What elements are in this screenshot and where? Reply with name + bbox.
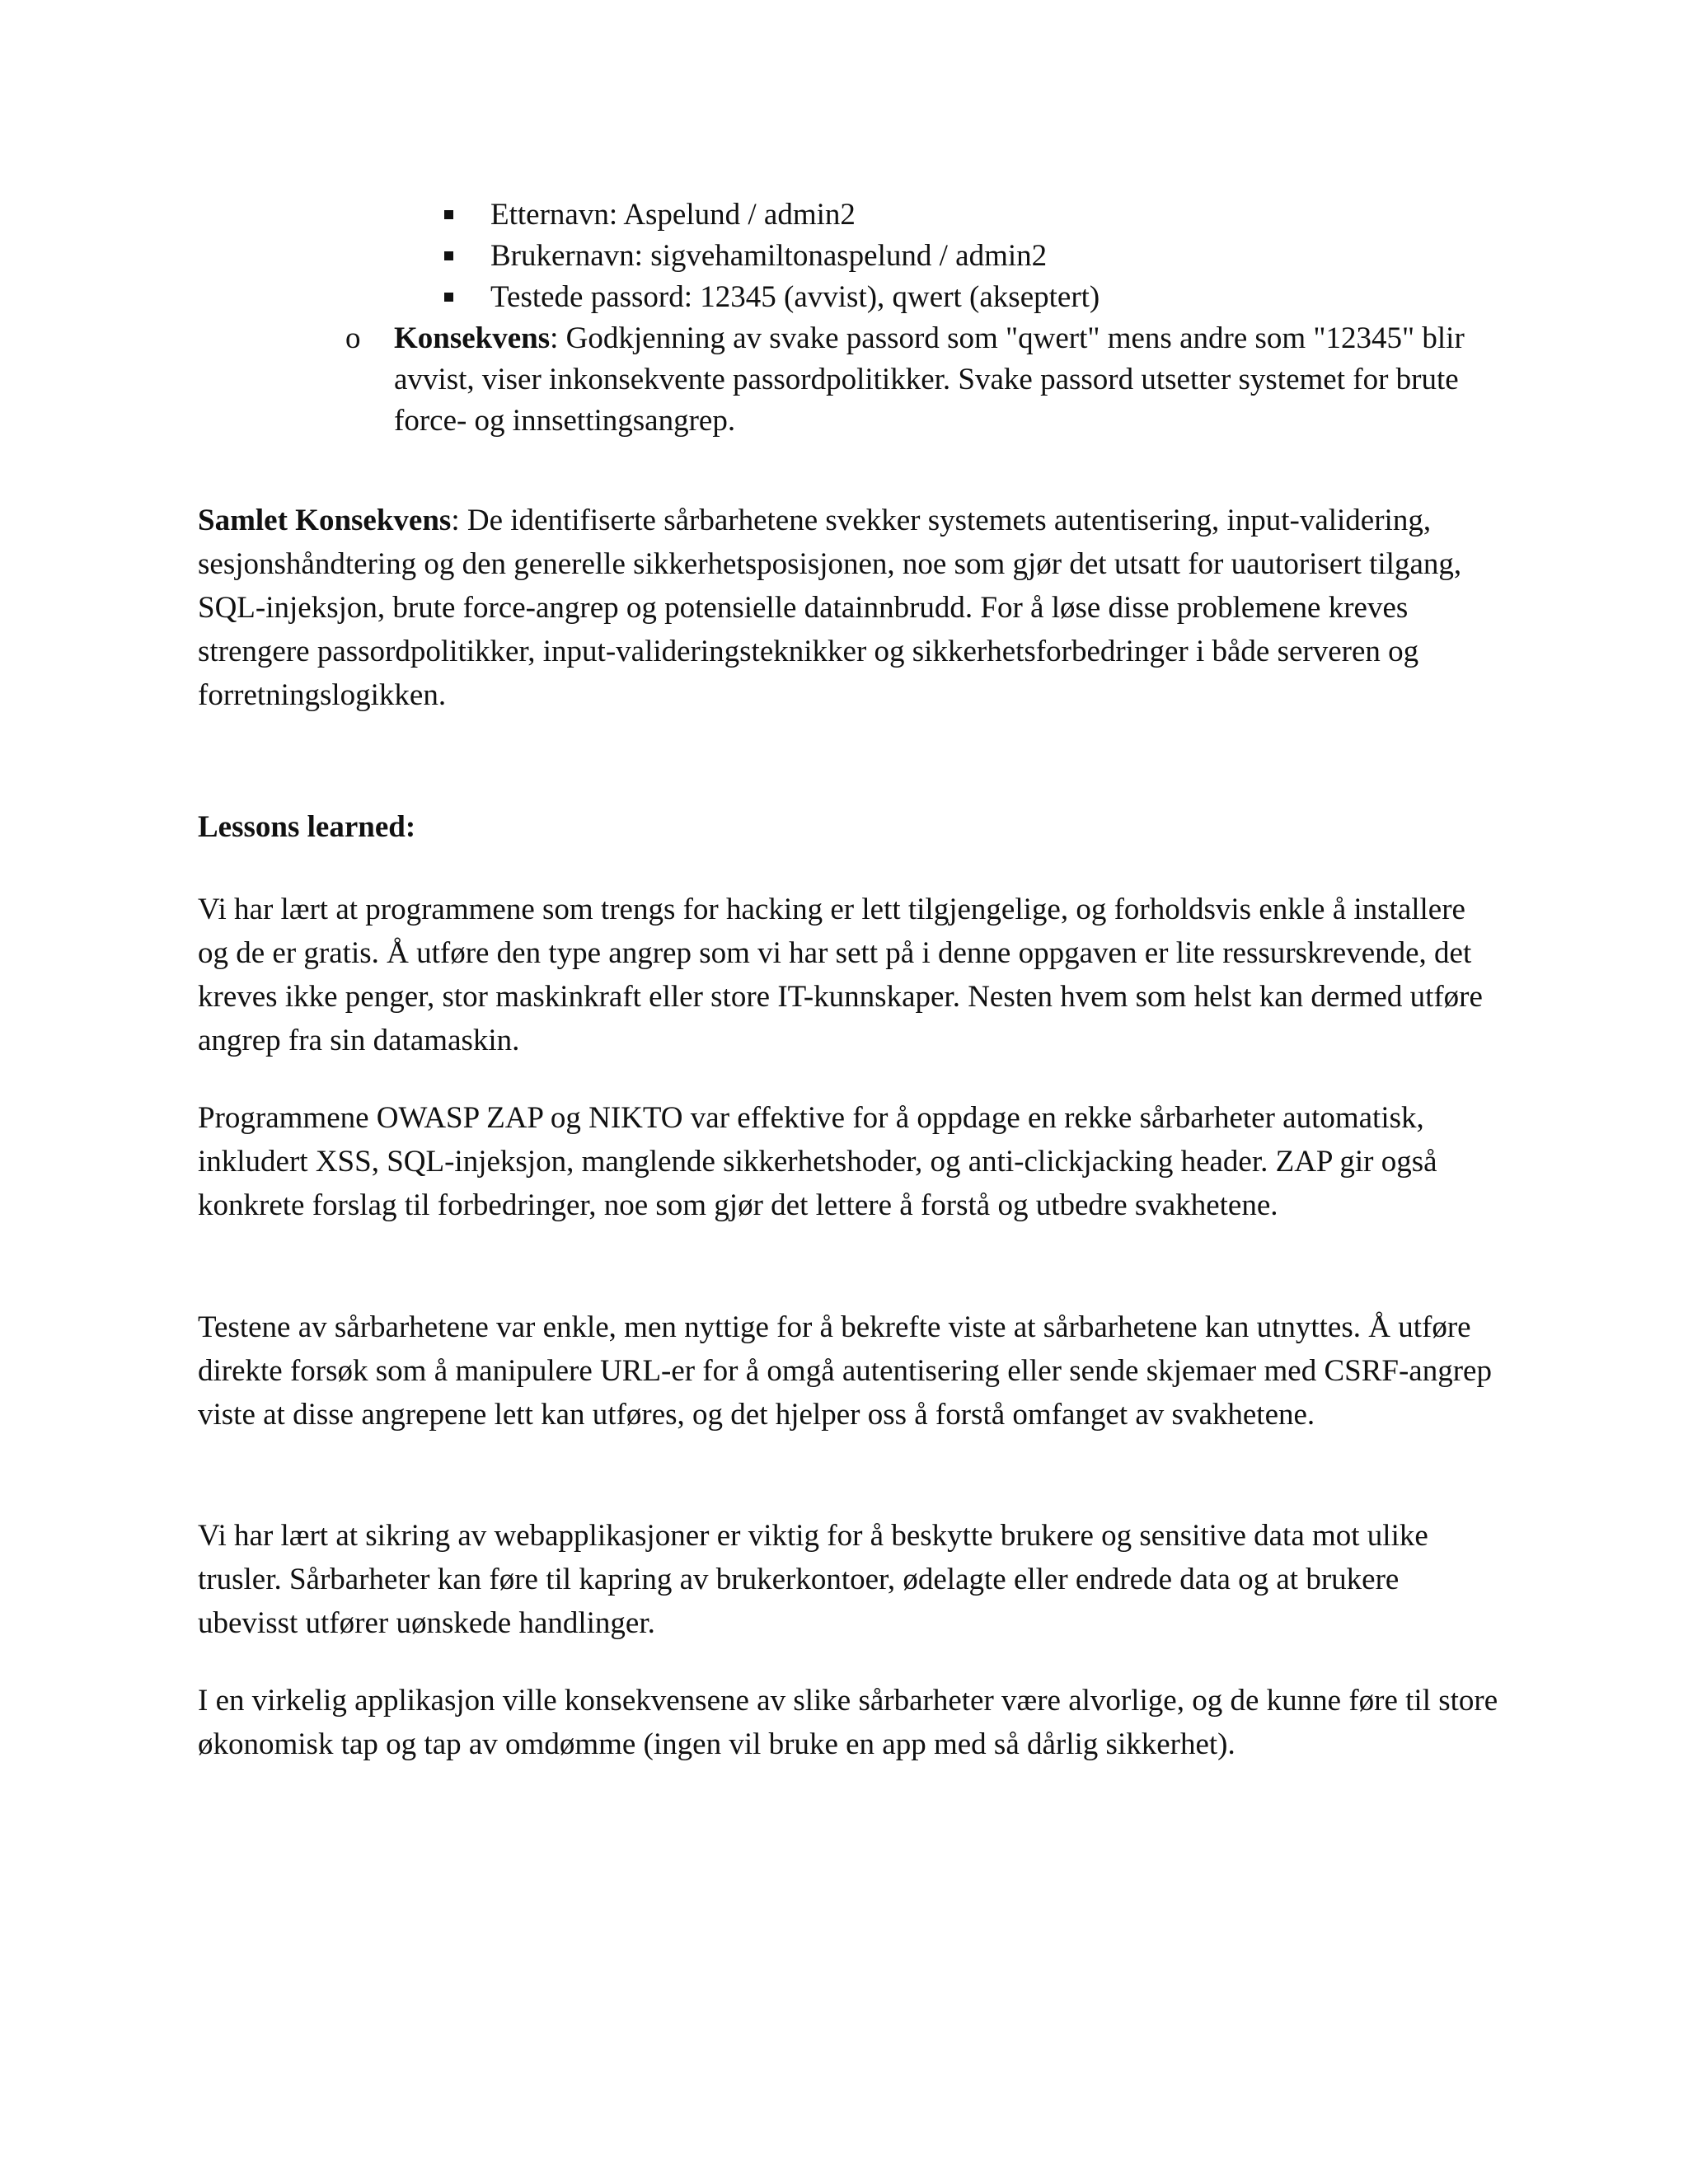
lessons-paragraph-1: Vi har lært at programmene som trengs for hacking er lett tilgjengelige, og forholdsvis enkle å installere og de er gratis. Å utføre den type angrep som vi har sett på i denne oppgaven er lite ressurskrevende, det kreves ikke penger, stor maskinkraft eller store IT-kunnskaper. Nesten hvem som helst kan dermed utføre angrep fra sin datamaskin.: [198, 893, 1483, 1057]
circle-bullet-icon: o: [345, 321, 361, 355]
list-item-text: Brukernavn: sigvehamiltonaspelund / admin2: [490, 239, 1048, 273]
list-item-text: Etternavn: Aspelund / admin2: [490, 198, 856, 232]
lessons-paragraph-4: Vi har lært at sikring av webapplikasjoner er viktig for å beskytte brukere og sensitive data mot ulike trusler. Sårbarheter kan føre til kapring av brukerkontoer, ødelagte eller endrede data og at brukere ubevisst utfører uønskede handlinger.: [198, 1519, 1428, 1640]
lessons-paragraph-2: Programmene OWASP ZAP og NIKTO var effektive for å oppdage en rekke sårbarheter automatisk, inkludert XSS, SQL-injeksjon, manglende sikkerhetshoder, og anti-clickjacking header. ZAP gir også konkrete forslag til forbedringer, noe som gjør det lettere å forstå og utbedre svakhetene.: [198, 1101, 1437, 1222]
samlet-konsekvens-body: : De identifiserte sårbarhetene svekker systemets autentisering, input-validering, sesjonshåndtering og den generelle sikkerhetsposisjonen, noe som gjør det utsatt for uautorisert tilgang, SQL-injeksjon, brute force-angrep og potensielle datainnbrudd. For å løse disse problemene kreves strengere passordpolitikker, input-valideringsteknikker og sikkerhetsforbedringer i både serveren og forretningslogikken.: [198, 504, 1462, 712]
lessons-paragraph-3: Testene av sårbarhetene var enkle, men nyttige for å bekrefte viste at sårbarhetene kan utnyttes. Å utføre direkte forsøk som å manipulere URL-er for å omgå autentisering eller sende skjemaer med CSRF-angrep viste at disse angrepene lett kan utføres, og det hjelper oss å forstå omfanget av svakhetene.: [198, 1310, 1492, 1432]
lessons-paragraph-5: I en virkelig applikasjon ville konsekvensene av slike sårbarheter være alvorlige, og de kunne føre til store økonomisk tap og tap av omdømme (ingen vil bruke en app med så dårlig sikkerhet).: [198, 1684, 1498, 1761]
list-item-brukernavn: [441, 236, 1512, 277]
square-bullet-icon: [444, 210, 453, 219]
square-bullet-icon: [444, 251, 453, 260]
lessons-learned-heading: Lessons learned:: [198, 810, 416, 844]
konsekvens-body: : Godkjenning av svake passord som "qwert" mens andre som "12345" blir avvist, viser inkonsekvente passordpolitikker. Svake passord utsetter systemet for brute force- og innsettingsangrep.: [394, 321, 1465, 438]
samlet-konsekvens-paragraph: [198, 499, 1500, 717]
samlet-konsekvens-label: Samlet Konsekvens: [198, 504, 452, 537]
list-item-testede-passord: [441, 277, 1512, 318]
konsekvens-label: Konsekvens: [394, 321, 551, 355]
list-item-text: Testede passord: 12345 (avvist), qwert (akseptert): [490, 280, 1100, 314]
list-item-etternavn: [441, 194, 1512, 236]
password-details-list: [441, 194, 1512, 318]
konsekvens-text: [394, 318, 1515, 442]
square-bullet-icon: [444, 293, 453, 302]
